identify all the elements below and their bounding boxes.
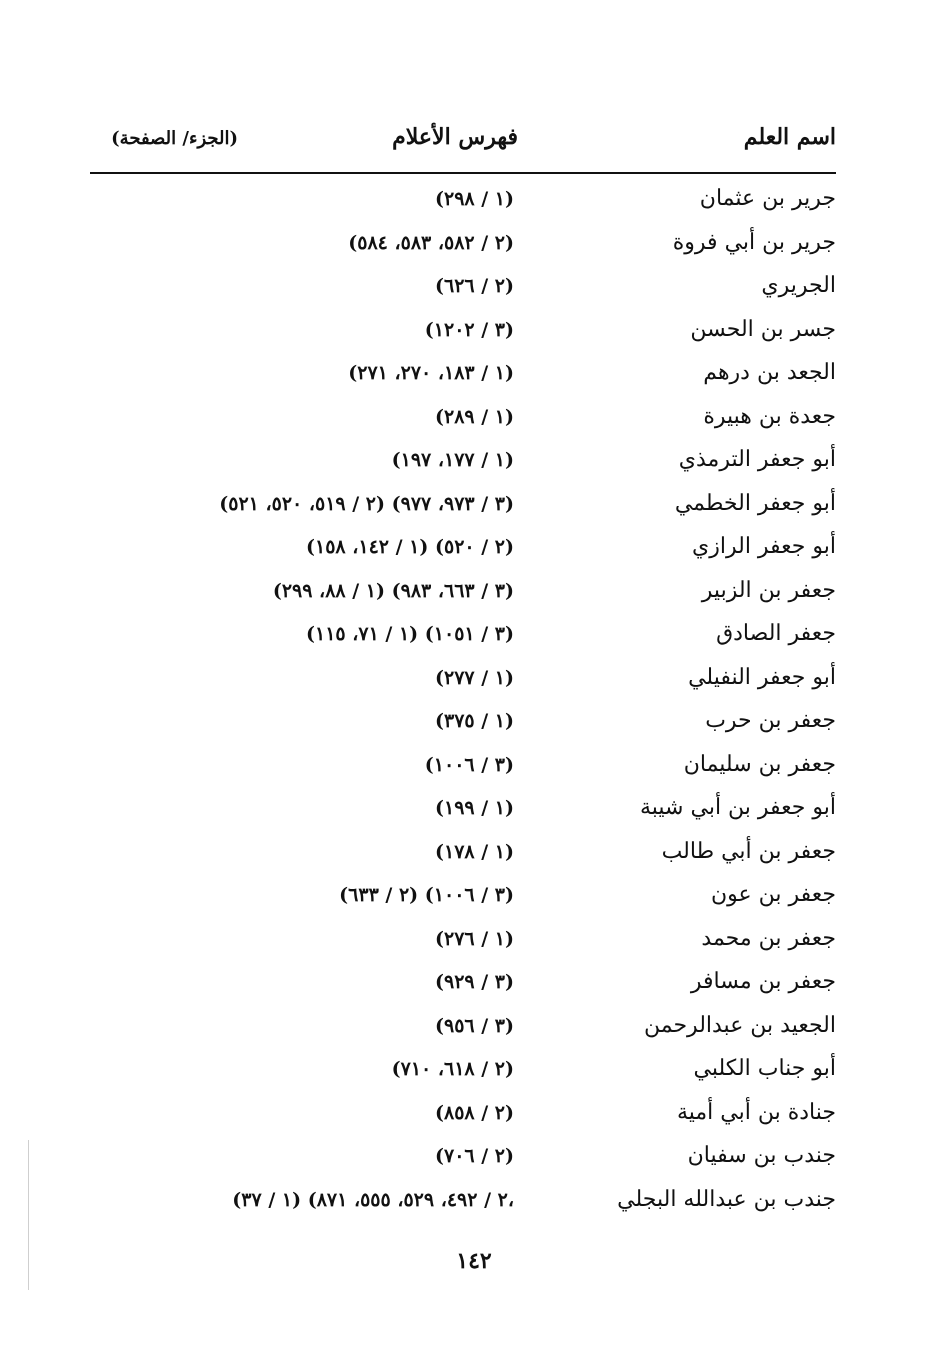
index-entry <box>90 226 836 270</box>
index-entry <box>90 530 836 574</box>
entry-name: أبو جعفر الخطمي <box>674 490 836 516</box>
entry-name: جعفر بن سليمان <box>683 751 836 777</box>
column-heading-name: اسم العلم <box>743 124 836 150</box>
entry-references: (١ / ٢٧٦) <box>434 927 514 950</box>
index-entries <box>90 182 836 1226</box>
entry-references: (٢ / ٧٠٦) <box>434 1145 514 1167</box>
entry-name: الجريري <box>761 273 836 298</box>
entry-name: أبو جعفر بن أبي شيبة <box>639 795 836 820</box>
index-entry <box>90 965 836 1009</box>
entry-name: جرير بن أبي فروة <box>672 229 836 255</box>
entry-name: جعفر بن الزبير <box>701 577 836 603</box>
entry-references: (٣ / ١٠٠٦) <box>424 753 514 776</box>
index-entry <box>90 704 836 748</box>
index-entry <box>90 791 836 835</box>
entry-references: (١ / ٧١، ١١٥) (٣ / ١٠٥١) <box>305 623 514 645</box>
index-entry <box>90 1009 836 1053</box>
entry-name: الجعيد بن عبدالرحمن <box>643 1012 836 1038</box>
index-header <box>90 124 836 164</box>
entry-name: جندب بن عبدالله البجلي <box>617 1186 836 1212</box>
entry-references: (٣ / ٩٥٦) <box>434 1014 514 1037</box>
index-entry <box>90 1052 836 1096</box>
entry-name: جعفر بن مسافر <box>690 969 836 994</box>
entry-references: (٢ / ٥٨٢، ٥٨٣، ٥٨٤) <box>348 231 514 254</box>
entry-name: أبو جعفر النفيلي <box>688 664 836 690</box>
index-entry <box>90 269 836 313</box>
entry-references: (١ / ٣٧٥) <box>434 710 514 732</box>
entry-name: جرير بن عثمان <box>699 186 836 211</box>
index-entry <box>90 878 836 922</box>
entry-name: الجعد بن درهم <box>703 360 836 385</box>
index-entry <box>90 922 836 966</box>
index-entry <box>90 182 836 226</box>
index-entry <box>90 356 836 400</box>
entry-references: (٢ / ٦٣٣) (٣ / ١٠٠٦) <box>339 884 514 906</box>
entry-references: (٢ / ٨٥٨) <box>434 1101 514 1124</box>
index-entry <box>90 748 836 792</box>
entry-references: (١ / ٢٩٨) <box>434 188 514 210</box>
entry-references: (٢ / ٦٢٦) <box>434 275 514 297</box>
entry-references: (٢ / ٦١٨، ٧١٠) <box>391 1058 514 1080</box>
entry-name: جعفر الصادق <box>716 621 836 646</box>
index-title: فهرس الأعلام <box>392 124 518 150</box>
index-entry <box>90 1096 836 1140</box>
index-entry <box>90 1183 836 1227</box>
entry-references: (١ / ١٧٨) <box>434 840 514 863</box>
index-entry <box>90 487 836 531</box>
entry-references: (١ / ٣٧) (٢ / ٤٩٢، ٥٢٩، ٥٥٥، ٨٧١، <box>232 1188 514 1211</box>
entry-name: جعدة بن هبيرة <box>703 403 836 429</box>
entry-name: جعفر بن عون <box>711 882 836 907</box>
page-number: ١٤٢ <box>456 1248 492 1274</box>
column-heading-volume-page: (الجزء/ الصفحة) <box>111 128 238 149</box>
index-entry <box>90 443 836 487</box>
entry-name: أبو جعفر الترمذي <box>678 447 836 472</box>
entry-name: جعفر بن أبي طالب <box>661 838 836 864</box>
entry-name: أبو جناب الكلبي <box>693 1056 836 1081</box>
index-entry <box>90 400 836 444</box>
entry-references: (١ / ١٩٩) <box>434 797 514 819</box>
entry-name: جندب بن سفيان <box>687 1143 836 1168</box>
entry-name: جنادة بن أبي أمية <box>676 1099 836 1125</box>
entry-references: (٣ / ١٢٠٢) <box>424 318 514 341</box>
entry-references: (١ / ١٧٧، ١٩٧) <box>391 449 514 471</box>
index-entry <box>90 661 836 705</box>
entry-references: (٢ / ٥١٩، ٥٢٠، ٥٢١) (٣ / ٩٧٣، ٩٧٧) <box>219 492 514 515</box>
index-entry <box>90 313 836 357</box>
entry-references: (١ / ١٨٣، ٢٧٠، ٢٧١) <box>348 362 514 384</box>
entry-name: أبو جعفر الرازي <box>692 534 836 559</box>
header-rule <box>90 172 836 174</box>
entry-references: (١ / ٢٨٩) <box>434 405 514 428</box>
index-entry <box>90 617 836 661</box>
entry-name: جعفر بن محمد <box>701 925 836 951</box>
entry-name: جسر بن الحسن <box>690 316 836 342</box>
entry-references: (١ / ٨٨، ٢٩٩) (٣ / ٦٦٣، ٩٨٣) <box>272 579 514 602</box>
entry-references: (١ / ١٤٢، ١٥٨) (٢ / ٥٢٠) <box>305 536 514 558</box>
entry-references: (١ / ٢٧٧) <box>434 666 514 689</box>
entry-name: جعفر بن حرب <box>705 708 836 733</box>
index-entry <box>90 835 836 879</box>
index-entry <box>90 1139 836 1183</box>
entry-references: (٣ / ٩٢٩) <box>434 971 514 993</box>
index-entry <box>90 574 836 618</box>
